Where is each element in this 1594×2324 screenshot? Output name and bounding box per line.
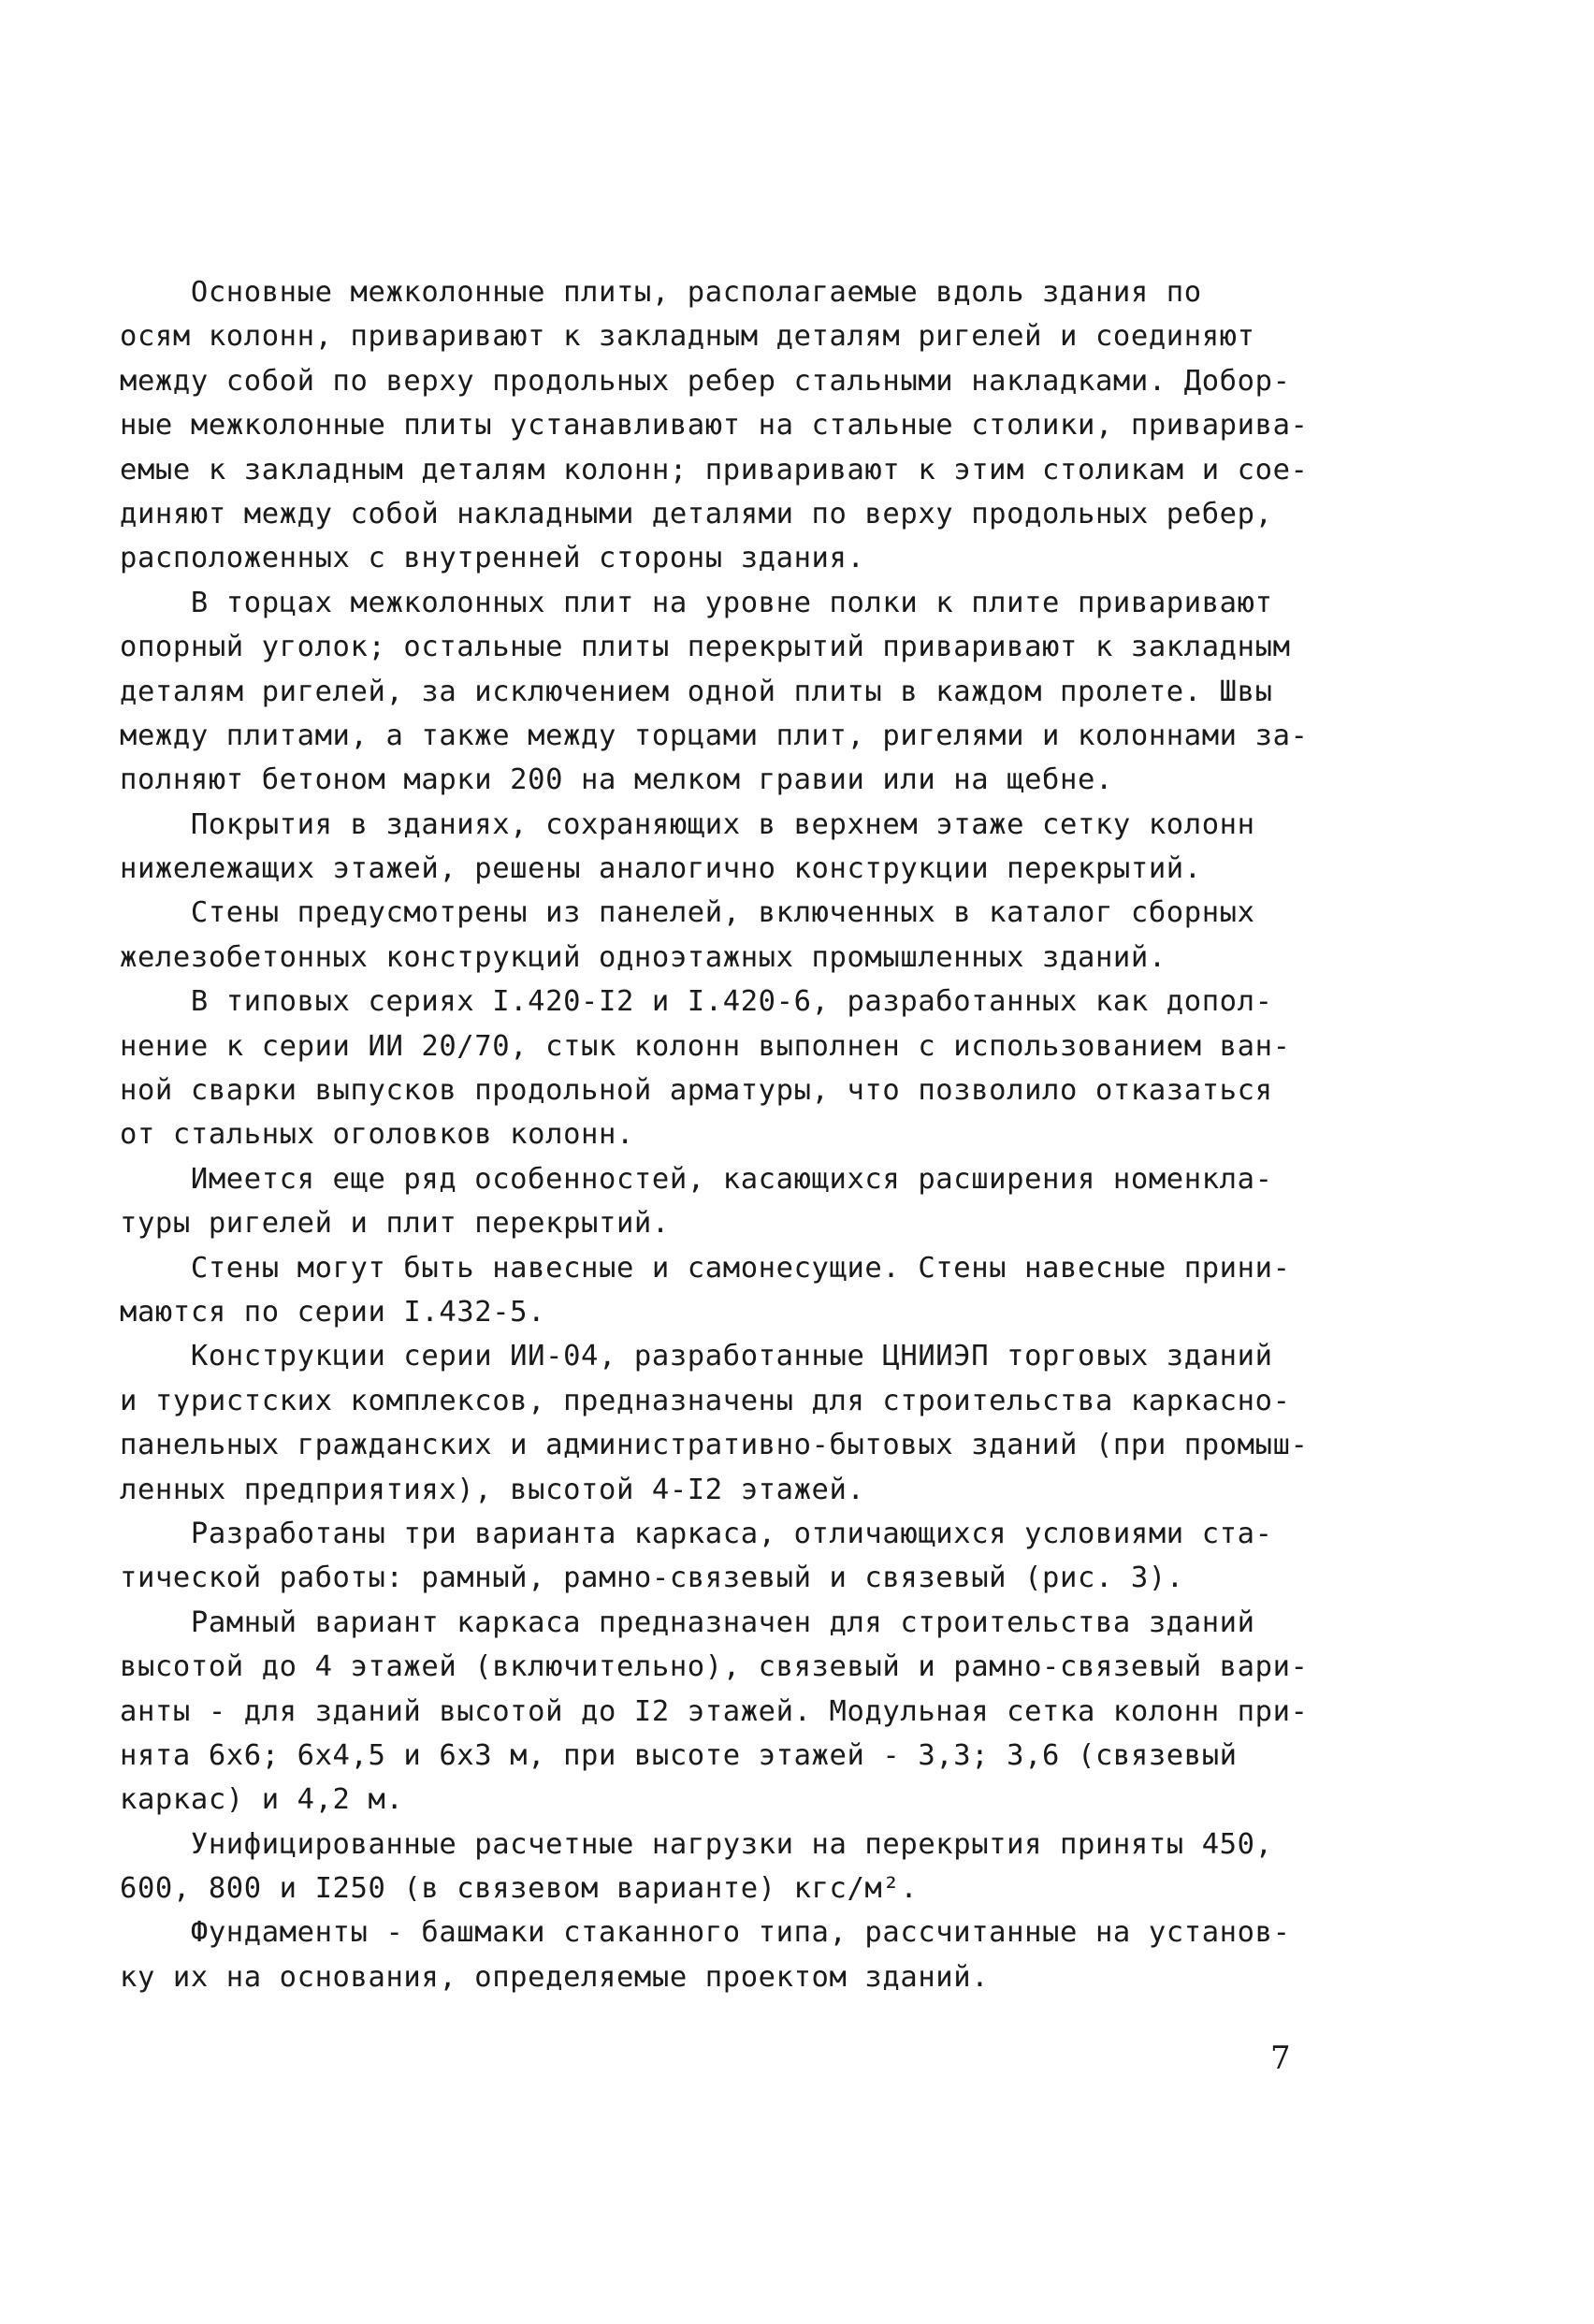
text-line: и туристских комплексов, предназначены для строительства каркасно- — [120, 1384, 1291, 1417]
text-line: ку их на основания, определяемые проектом зданий. — [120, 1960, 990, 1994]
text-line: Имеется еще ряд особенностей, касающихся расширения номенкла- — [120, 1162, 1273, 1196]
text-line: высотой до 4 этажей (включительно), связевый и рамно-связевый вари- — [120, 1650, 1309, 1684]
text-line: ной сварки выпусков продольной арматуры, что позволило отказаться — [120, 1074, 1273, 1108]
text-line: Разработаны три варианта каркаса, отличающихся условиями ста- — [120, 1517, 1273, 1550]
text-line: опорный уголок; остальные плиты перекрытий приваривают к закладным — [120, 631, 1291, 664]
text-line: ленных предприятиях), высотой 4-I2 этажей. — [120, 1473, 865, 1506]
text-line: нята 6х6; 6х4,5 и 6х3 м, при высоте этажей - 3,3; 3,6 (связевый — [120, 1738, 1238, 1772]
text-line: ные межколонные плиты устанавливают на стальные столики, приварива- — [120, 409, 1309, 443]
body-text — [120, 270, 1326, 1999]
text-line: Стены предусмотрены из панелей, включенных в каталог сборных — [120, 896, 1255, 930]
text-line: маются по серии I.432-5. — [120, 1295, 546, 1329]
text-line: диняют между собой накладными деталями по верху продольных ребер, — [120, 497, 1273, 530]
text-line: Унифицированные расчетные нагрузки на перекрытия приняты 450, — [120, 1827, 1273, 1861]
text-line: Стены могут быть навесные и самонесущие. Стены навесные прини- — [120, 1251, 1291, 1285]
text-line: железобетонных конструкций одноэтажных промышленных зданий. — [120, 940, 1167, 974]
text-line: полняют бетоном марки 200 на мелком гравии или на щебне. — [120, 763, 1113, 797]
text-line: Фундаменты - башмаки стаканного типа, рассчитанные на установ- — [120, 1916, 1291, 1950]
text-line: В типовых сериях I.420-I2 и I.420-6, разработанных как допол- — [120, 985, 1273, 1019]
text-line: туры ригелей и плит перекрытий. — [120, 1207, 670, 1241]
text-line: Основные межколонные плиты, располагаемые вдоль здания по — [120, 276, 1202, 309]
text-line: нение к серии ИИ 20/70, стык колонн выполнен с использованием ван- — [120, 1029, 1291, 1063]
text-line: между плитами, а также между торцами плит, ригелями и колоннами за- — [120, 719, 1309, 752]
text-line: 600, 800 и I250 (в связевом варианте) кгс/м². — [120, 1872, 919, 1906]
text-line: тической работы: рамный, рамно-связевый и связевый (рис. 3). — [120, 1561, 1184, 1595]
text-line: анты - для зданий высотой до I2 этажей. Модульная сетка колонн при- — [120, 1694, 1309, 1728]
text-line: Покрытия в зданиях, сохраняющих в верхнем этаже сетку колонн — [120, 807, 1255, 841]
text-line: осям колонн, приваривают к закладным деталям ригелей и соединяют — [120, 320, 1255, 354]
text-line: между собой по верху продольных ребер стальными накладками. Добор- — [120, 364, 1291, 398]
text-line: расположенных с внутренней стороны здания. — [120, 542, 865, 575]
text-line: В торцах межколонных плит на уровне полки к плите приваривают — [120, 586, 1273, 619]
text-line: емые к закладным деталям колонн; приваривают к этим столикам и сое- — [120, 453, 1309, 487]
text-line: панельных гражданских и административно-бытовых зданий (при промыш- — [120, 1429, 1309, 1462]
page-number: 7 — [1270, 2040, 1291, 2077]
text-line: нижележащих этажей, решены аналогично конструкции перекрытий. — [120, 852, 1202, 886]
text-line: Рамный вариант каркаса предназначен для строительства зданий — [120, 1605, 1255, 1639]
text-line: Конструкции серии ИИ-04, разработанные ЦНИИЭП торговых зданий — [120, 1340, 1273, 1373]
text-line: от стальных оголовков колонн. — [120, 1118, 634, 1152]
text-line: каркас) и 4,2 м. — [120, 1783, 404, 1817]
text-line: деталям ригелей, за исключением одной плиты в каждом пролете. Швы — [120, 675, 1273, 708]
